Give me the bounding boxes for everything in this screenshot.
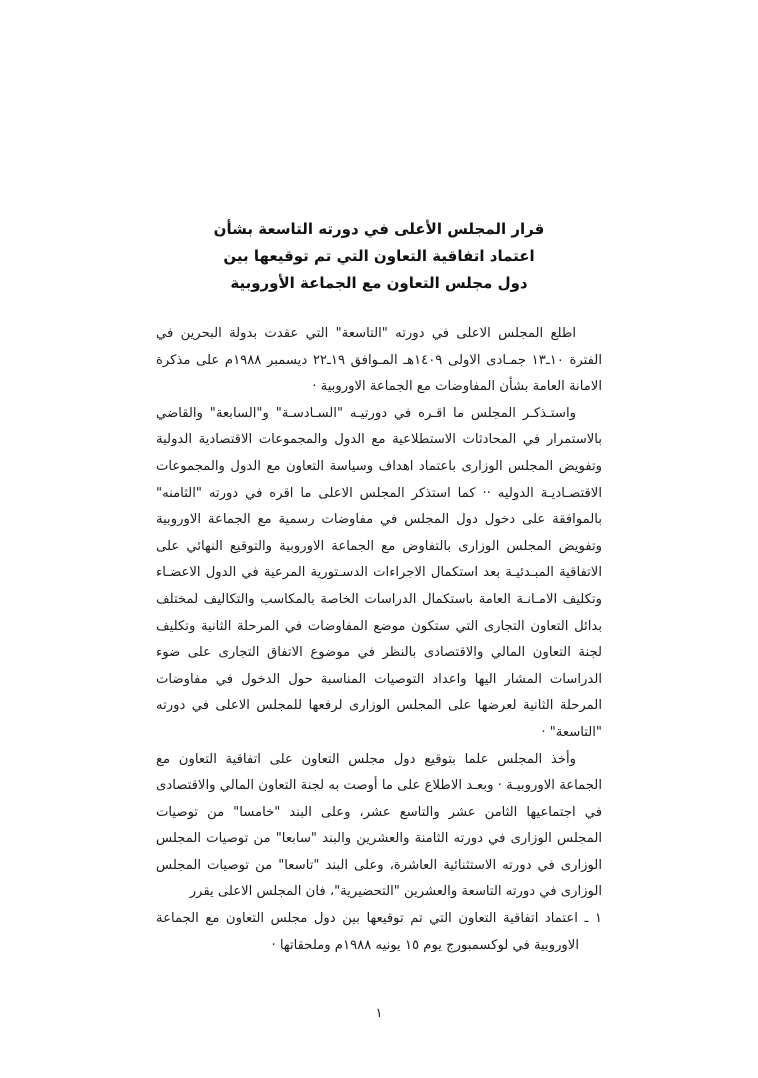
document-body xyxy=(156,321,602,959)
resolution-item-text: اعتماد اتفاقية التعاون التي تم توقيعها بين دول مجلس التعاون مع الجماعة الاوروبية في لوكسمبورج يوم ١٥ يونيه ١٩٨٨م وملحقاتها · xyxy=(156,911,579,953)
paragraph-2: واستـذكـر المجلس ما اقـره في دورتيـه "السـادسـة" و"السابعة" والقاضي بالاستمرار في المحادثات الاستطلاعية مع الدول والمجموعات الاقتصادية الدولية وتفويض المجلس الوزارى باعتماد اهداف وسياسة التعاون مع الدول والمجموعات الاقتصـاديـة الدوليه ·· كما استذكر المجلس الاعلى ما اقره في دورته "الثامنه" بالموافقة على دخول دول المجلس في مفاوضات رسمية مع الجماعة الاوروبية وتفويض المجلس الوزارى بالتفاوض مع الجماعة الاوروبية والتوقيع النهائي على الاتفاقية المبـدئيـة بعد استكمال الاجراءات الدسـتورية المرعية في الدول الاعضـاء وتكليف الامـانـة العامة باستكمال الدراسات الخاصة بالمكاسب والتكاليف لمختلف بدائل التعاون التجارى التي ستكون موضع المفاوضات في المرحلة الثانية وتكليف لجنة التعاون المالي والاقتصادى بالنظر في موضوع الاتفاق التجارى على ضوء الدراسات المشار اليها واعداد التوصيات المناسبة حول الدخول في مفاوضات المرحلة الثانية لعرضها على المجلس الوزارى لرفعها للمجلس الاعلى في دورته "التاسعة" · xyxy=(156,405,602,740)
paragraph-1: اطلع المجلس الاعلى في دورته "التاسعة" التي عقدت بدولة البحرين في الفترة ١٠ـ١٣ جمـادى الاولى ١٤٠٩هـ المـوافق ١٩ـ٢٢ ديسمبر ١٩٨٨م على مذكرة الامانة العامة بشأن المفاوضات مع الجماعة الاوروبية · xyxy=(156,326,602,395)
page-number: ١ xyxy=(375,1006,383,1021)
document-content xyxy=(156,216,602,959)
title-line-2: اعتماد اتفاقية التعاون التي تم توقيعها بين xyxy=(223,247,535,265)
paragraph-3: وأخذ المجلس علما بتوقيع دول مجلس التعاون على اتفاقية التعاون مع الجماعة الاوروبيـة · وبعـد الاطلاع على ما أوصت به لجنة التعاون المالي والاقتصادى في اجتماعيها الثامن عشر والتاسع عشر، وعلى البند "خامسا" من توصيات المجلس الوزارى في دورته الثامنة والعشرين والبند "سابعا" من توصيات المجلس الوزارى في دورته الاستثنائية العاشرة، وعلى البند "تاسعا" من توصيات المجلس الوزارى في دورته التاسعة والعشرين "التحضيرية"، فان المجلس الاعلى يقرر xyxy=(156,751,602,900)
title-line-1: قرار المجلس الأعلى في دورته التاسعة بشأن xyxy=(213,220,545,238)
document-title xyxy=(156,216,602,297)
resolution-item-1 xyxy=(156,906,602,959)
title-line-3: دول مجلس التعاون مع الجماعة الأوروبية xyxy=(230,274,528,292)
resolution-item-marker: ١ ـ xyxy=(584,911,602,927)
